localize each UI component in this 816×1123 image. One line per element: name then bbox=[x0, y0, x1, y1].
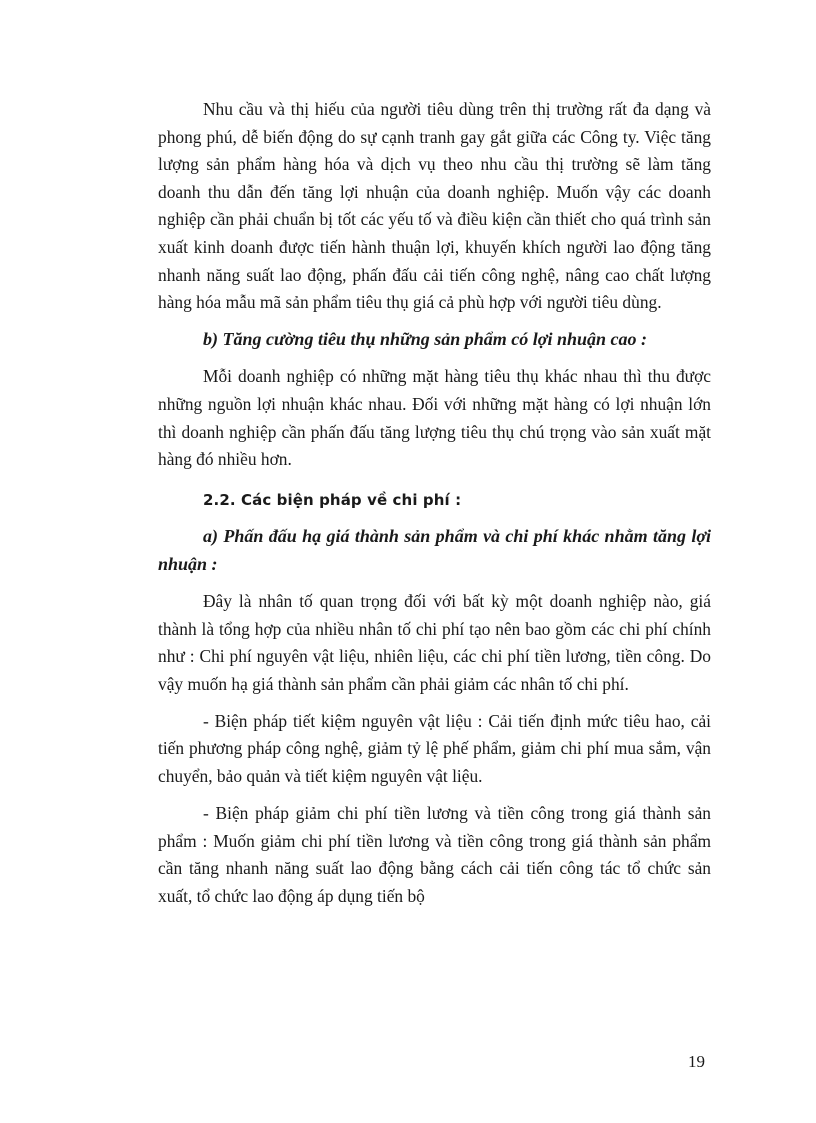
paragraph-product-profit: Mỗi doanh nghiệp có những mặt hàng tiêu thụ khác nhau thì thu được những nguồn lợi nhuận khác nhau. Đối với những mặt hàng có lợi nhuận lớn thì doanh nghiệp cần phấn đấu tăng lượng tiêu thụ chú trọng vào sản xuất mặt hàng đó nhiều hơn. bbox=[158, 366, 711, 470]
page-number: 19 bbox=[688, 1052, 705, 1071]
paragraph-cost-factors: Đây là nhân tố quan trọng đối với bất kỳ một doanh nghiệp nào, giá thành là tổng hợp của nhiều nhân tố chi phí tạo nên bao gồm các chi phí chính như : Chi phí nguyên vật liệu, nhiên liệu, các chi phí tiền lương, tiền công. Do vậy muốn hạ giá thành sản phẩm cần phải giảm các nhân tố chi phí. bbox=[158, 590, 711, 694]
paragraph-material-saving: - Biện pháp tiết kiệm nguyên vật liệu : Cải tiến định mức tiêu hao, cải tiến phương pháp công nghệ, giảm tỷ lệ phế phẩm, giảm chi phí mua sắm, vận chuyển, bảo quản và tiết kiệm nguyên vật liệu. bbox=[158, 710, 711, 786]
paragraph-consumer-demand: Nhu cầu và thị hiếu của người tiêu dùng trên thị trường rất đa dạng và phong phú, dễ biến động do sự cạnh tranh gay gắt giữa các Công ty. Việc tăng lượng sản phẩm hàng hóa và dịch vụ theo nhu cầu thị trường sẽ làm tăng doanh thu dẫn đến tăng lợi nhuận của doanh nghiệp. Muốn vậy các doanh nghiệp cần phải chuẩn bị tốt các yếu tố và điều kiện cần thiết cho quá trình sản xuất kinh doanh được tiến hành thuận lợi, khuyến khích người lao động tăng nhanh năng suất lao động, phấn đấu cải tiến công nghệ, nâng cao chất lượng hàng hóa mẫu mã sản phẩm tiêu thụ giá cả phù hợp với người tiêu dùng. bbox=[158, 99, 711, 313]
heading-increase-consumption: b) Tăng cường tiêu thụ những sản phẩm có lợi nhuận cao : bbox=[203, 329, 647, 350]
paragraph-wage-cost: - Biện pháp giảm chi phí tiền lương và tiền công trong giá thành sản phẩm : Muốn giảm chi phí tiền lương và tiền công trong giá thành sản phẩm cần tăng nhanh năng suất lao động bằng cách cải tiến công tác tổ chức sản xuất, tổ chức lao động áp dụng tiến bộ bbox=[158, 803, 711, 906]
page-body bbox=[158, 96, 711, 910]
heading-reduce-cost: a) Phấn đấu hạ giá thành sản phẩm và chi phí khác nhằm tăng lợi nhuận : bbox=[158, 526, 711, 574]
section-heading-cost-measures: 2.2. Các biện pháp về chi phí : bbox=[203, 490, 462, 509]
